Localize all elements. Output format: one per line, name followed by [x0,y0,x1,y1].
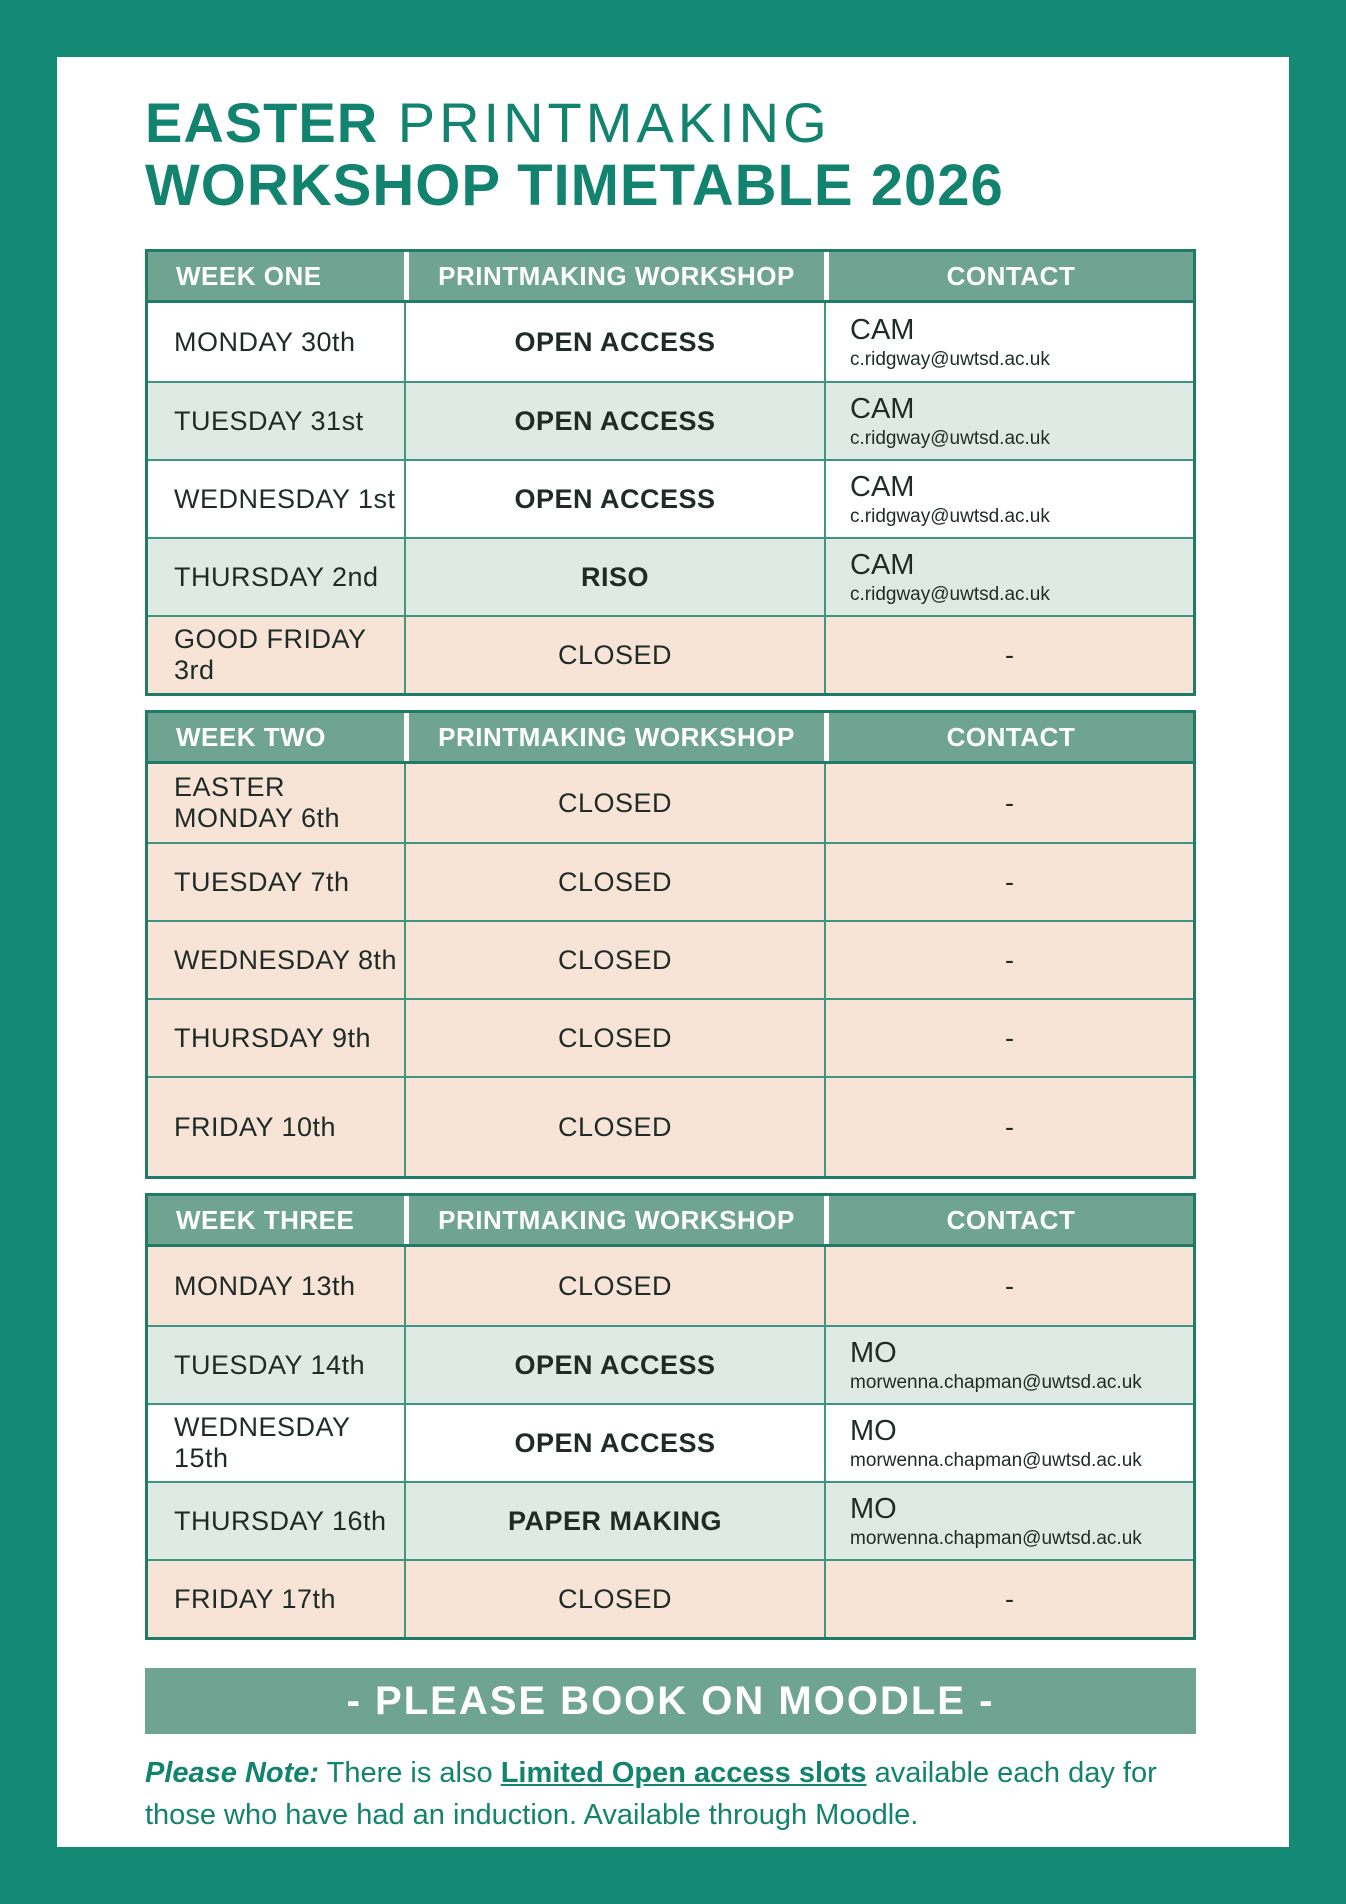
day-cell: FRIDAY 17th [174,1583,337,1614]
contact-cell [824,1405,1193,1481]
workshop-cell: PAPER MAKING [404,1483,824,1559]
workshop-header: PRINTMAKING WORKSHOP [404,713,824,761]
table-header-row [148,252,1193,303]
contact-cell: - [824,922,1193,998]
contact-cell [824,303,1193,381]
page [57,57,1289,1847]
day-cell: THURSDAY 16th [174,1505,387,1536]
contact-email: c.ridgway@uwtsd.ac.uk [850,427,1050,449]
table-row-closed [148,998,1193,1076]
day-cell: THURSDAY 9th [174,1022,372,1053]
contact-name: MO [850,1414,897,1447]
contact-email: morwenna.chapman@uwtsd.ac.uk [850,1371,1142,1393]
contact-cell: - [824,764,1193,842]
workshop-cell: CLOSED [404,764,824,842]
day-cell: WEDNESDAY 1st [174,483,396,514]
table-row [148,1325,1193,1403]
workshop-header: PRINTMAKING WORKSHOP [404,252,824,300]
title-line-2: WORKSHOP TIMETABLE 2026 [145,153,1004,218]
contact-email: c.ridgway@uwtsd.ac.uk [850,505,1050,527]
table-row [148,537,1193,615]
contact-cell [824,539,1193,615]
workshop-cell: CLOSED [404,1078,824,1176]
table-row-closed [148,842,1193,920]
title-easter: EASTER [145,91,379,154]
workshop-cell: CLOSED [404,1247,824,1325]
day-cell: MONDAY 30th [174,326,356,357]
moodle-banner: - PLEASE BOOK ON MOODLE - [145,1668,1196,1734]
contact-email: morwenna.chapman@uwtsd.ac.uk [850,1449,1142,1471]
contact-cell [824,383,1193,459]
contact-cell: - [824,844,1193,920]
contact-name: CAM [850,313,915,346]
day-cell: FRIDAY 10th [174,1111,337,1142]
day-cell: EASTER MONDAY 6th [174,772,341,833]
table-row [148,303,1193,381]
day-cell: TUESDAY 14th [174,1349,366,1380]
note-after: available each day for those who have had an induction. Available through Moodle. [145,1757,1157,1832]
table-row [148,459,1193,537]
contact-header: CONTACT [824,713,1193,761]
table-row-closed [148,1247,1193,1325]
week-label: WEEK THREE [176,1204,355,1235]
contact-cell: - [824,1247,1193,1325]
contact-email: c.ridgway@uwtsd.ac.uk [850,583,1050,605]
workshop-cell: OPEN ACCESS [404,303,824,381]
workshop-cell: CLOSED [404,922,824,998]
day-cell: THURSDAY 2nd [174,561,379,592]
contact-name: CAM [850,470,915,503]
table-row-closed [148,764,1193,842]
contact-name: CAM [850,392,915,425]
workshop-cell: CLOSED [404,617,824,693]
contact-header: CONTACT [824,1196,1193,1244]
contact-cell [824,1327,1193,1403]
week-one-table [145,249,1196,696]
table-header-row [148,713,1193,764]
contact-cell [824,461,1193,537]
contact-email: c.ridgway@uwtsd.ac.uk [850,348,1050,370]
week-label: WEEK ONE [176,260,322,291]
title-line-1 [145,91,1196,154]
day-cell: MONDAY 13th [174,1270,356,1301]
day-cell: WEDNESDAY 8th [174,944,398,975]
table-row-closed [148,615,1193,693]
contact-name: CAM [850,548,915,581]
table-header-row [148,1196,1193,1247]
content [145,91,1196,1836]
table-row [148,1481,1193,1559]
table-row [148,381,1193,459]
contact-cell: - [824,1561,1193,1637]
contact-name: MO [850,1336,897,1369]
table-row-closed [148,1076,1193,1176]
table-row-closed [148,1559,1193,1637]
contact-name: MO [850,1492,897,1525]
week-three-table [145,1193,1196,1640]
workshop-header: PRINTMAKING WORKSHOP [404,1196,824,1244]
workshop-cell: CLOSED [404,1561,824,1637]
contact-cell: - [824,1000,1193,1076]
table-row-closed [148,920,1193,998]
contact-header: CONTACT [824,252,1193,300]
day-cell: WEDNESDAY 15th [174,1412,351,1473]
workshop-cell: OPEN ACCESS [404,1327,824,1403]
title-printmaking: PRINTMAKING [378,91,831,154]
workshop-cell: OPEN ACCESS [404,461,824,537]
page-title [145,91,1196,218]
workshop-cell: RISO [404,539,824,615]
week-two-table [145,710,1196,1179]
workshop-cell: OPEN ACCESS [404,1405,824,1481]
note-before: There is also [319,1757,501,1789]
day-cell: TUESDAY 31st [174,405,364,436]
workshop-cell: OPEN ACCESS [404,383,824,459]
workshop-cell: CLOSED [404,844,824,920]
note-label: Please Note: [145,1757,320,1789]
note-link: Limited Open access slots [500,1757,867,1789]
day-cell: GOOD FRIDAY 3rd [174,624,367,685]
contact-email: morwenna.chapman@uwtsd.ac.uk [850,1527,1142,1549]
contact-cell: - [824,1078,1193,1176]
contact-cell: - [824,617,1193,693]
note-text [145,1752,1205,1836]
contact-cell [824,1483,1193,1559]
day-cell: TUESDAY 7th [174,866,350,897]
week-label: WEEK TWO [176,721,326,752]
workshop-cell: CLOSED [404,1000,824,1076]
table-row [148,1403,1193,1481]
